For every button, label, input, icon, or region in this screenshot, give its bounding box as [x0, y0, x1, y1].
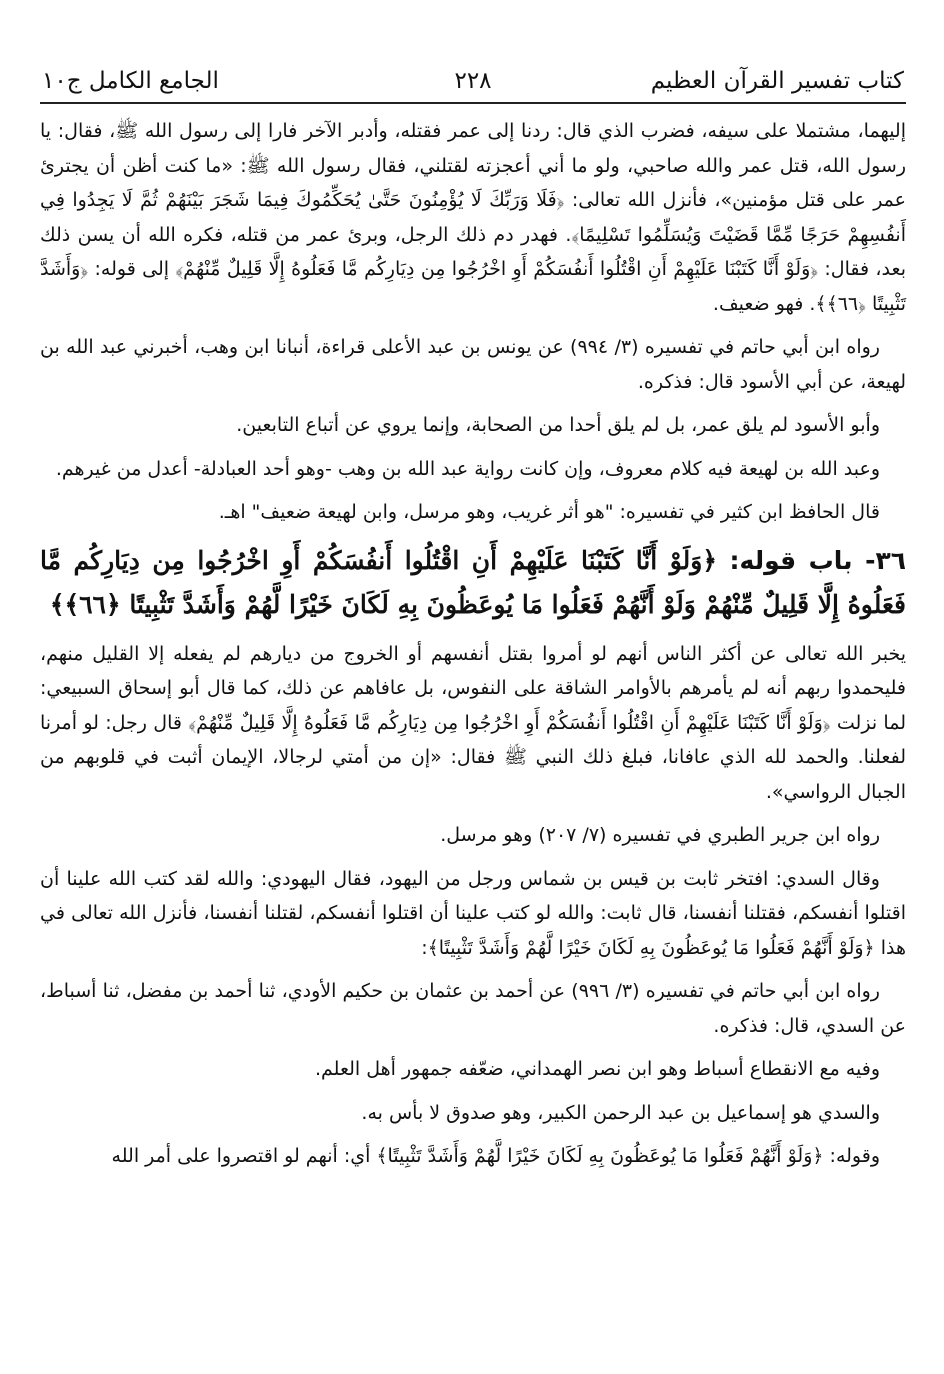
paragraph-1: إليهما، مشتملا على سيفه، فضرب الذي قال: ردنا إلى عمر فقتله، وأدبر الآخر فارا إلى رسول الله ﷺ، فقال: يا رسول الله، قتل عمر والله صاحبي، ولو ما أني أعجزته لقتلني، فقال رسول الله ﷺ: «ما كنت أظن أن يجترئ عمر على قتل مؤمنين»، فأنزل الله تعالى: ﴿فَلَا وَرَبِّكَ لَا يُؤْمِنُونَ حَتَّىٰ يُحَكِّمُوكَ فِيمَا شَجَرَ بَيْنَهُمْ ثُمَّ لَا يَجِدُوا فِي أَنفُسِهِمْ حَرَجًا مِّمَّا قَضَيْتَ وَيُسَلِّمُوا تَسْلِيمًا﴾. فهدر دم ذلك الرجل، وبرئ عمر من قتله، فكره الله أن يسن ذلك بعد، فقال: ﴿وَلَوْ أَنَّا كَتَبْنَا عَلَيْهِمْ أَنِ اقْتُلُوا أَنفُسَكُمْ أَوِ اخْرُجُوا مِن دِيَارِكُم مَّا فَعَلُوهُ إِلَّا قَلِيلٌ مِّنْهُمْ﴾ إلى قوله: ﴿وَأَشَدَّ تَثْبِيتًا ﴿٦٦﴾﴾. فهو ضعيف. [40, 120, 906, 315]
body-paragraph-6: والسدي هو إسماعيل بن عبد الرحمن الكبير، وهو صدوق لا بأس به. [361, 1101, 880, 1124]
paragraph-5: قال الحافظ ابن كثير في تفسيره: "هو أثر غريب، وهو مرسل، وابن لهيعة ضعيف" اهـ. [218, 501, 880, 523]
paragraph-4: وعبد الله بن لهيعة فيه كلام معروف، وإن كانت رواية عبد الله بن وهب -وهو أحد العبادلة- أعدل من غيرهم. [55, 457, 880, 480]
body-paragraph-5: وفيه مع الانقطاع أسباط وهو ابن نصر الهمداني، ضعّفه جمهور أهل العلم. [315, 1058, 880, 1080]
running-header [40, 58, 906, 102]
page-number: ٢٢٨ [454, 68, 492, 94]
book-page [40, 58, 906, 1358]
body-paragraph-7: وقوله: ﴿وَلَوْ أَنَّهُمْ فَعَلُوا مَا يُوعَظُونَ بِهِ لَكَانَ خَيْرًا لَّهُمْ وَأَشَدَّ تَثْبِيتًا﴾ أي: أنهم لو اقتصروا على أمر الله [111, 1145, 880, 1167]
body-paragraph-1: يخبر الله تعالى عن أكثر الناس أنهم لو أمروا بقتل أنفسهم أو الخروج من ديارهم لم يفعله إلا القليل منهم، فليحمدوا ربهم أنه لم يأمرهم بالأوامر الشاقة على النفوس، بل عافاهم عن ذلك، كما قال أبو إسحاق السبيعي: لما نزلت ﴿وَلَوْ أَنَّا كَتَبْنَا عَلَيْهِمْ أَنِ اقْتُلُوا أَنفُسَكُمْ أَوِ اخْرُجُوا مِن دِيَارِكُم مَّا فَعَلُوهُ إِلَّا قَلِيلٌ مِّنْهُمْ﴾ قال رجل: لو أمرنا لفعلنا. والحمد لله الذي عافانا، فبلغ ذلك النبي ﷺ فقال: «إن من أمتي لرجالا، الإيمان أثبت في قلوبهم من الجبال الرواسي». [40, 642, 906, 803]
book-title: كتاب تفسير القرآن العظيم [650, 68, 904, 94]
body-paragraph-3: وقال السدي: افتخر ثابت بن قيس بن شماس ورجل من اليهود، فقال اليهودي: والله لقد كتب الله علينا أن اقتلوا أنفسكم، فقتلنا أنفسنا، قال ثابت: والله لو كتب علينا أن اقتلوا أنفسكم، لقتلنا أنفسنا، فأنزل الله تعالى في هذا ﴿وَلَوْ أَنَّهُمْ فَعَلُوا مَا يُوعَظُونَ بِهِ لَكَانَ خَيْرًا لَّهُمْ وَأَشَدَّ تَثْبِيتًا﴾: [40, 867, 906, 959]
header-divider [40, 102, 906, 104]
body-paragraph-2: رواه ابن جرير الطبري في تفسيره (٧/ ٢٠٧) وهو مرسل. [440, 824, 880, 846]
paragraph-2: رواه ابن أبي حاتم في تفسيره (٣/ ٩٩٤) عن يونس بن عبد الأعلى قراءة، أنبانا ابن وهب، أخبرني عبد الله بن لهيعة، عن أبي الأسود قال: فذكره. [40, 336, 906, 393]
body-paragraph-4: رواه ابن أبي حاتم في تفسيره (٣/ ٩٩٦) عن أحمد بن عثمان بن حكيم الأودي، ثنا أحمد بن مفضل، ثنا أسباط، عن السدي، قال: فذكره. [40, 980, 906, 1037]
section-verse: ﴿وَلَوْ أَنَّا كَتَبْنَا عَلَيْهِمْ أَنِ اقْتُلُوا أَنفُسَكُمْ أَوِ اخْرُجُوا مِن دِيَارِكُم مَّا فَعَلُوهُ إِلَّا قَلِيلٌ مِّنْهُمْ وَلَوْ أَنَّهُمْ فَعَلُوا مَا يُوعَظُونَ بِهِ لَكَانَ خَيْرًا لَّهُمْ وَأَشَدَّ تَثْبِيتًا ﴿٦٦﴾﴾ [40, 545, 906, 619]
series-volume: الجامع الكامل ج١٠ [42, 68, 219, 94]
section-number: ٣٦- باب قوله: [729, 545, 906, 575]
paragraph-3: وأبو الأسود لم يلق عمر، بل لم يلق أحدا من الصحابة، وإنما يروي عن أتباع التابعين. [236, 414, 880, 436]
section-heading [40, 539, 906, 627]
